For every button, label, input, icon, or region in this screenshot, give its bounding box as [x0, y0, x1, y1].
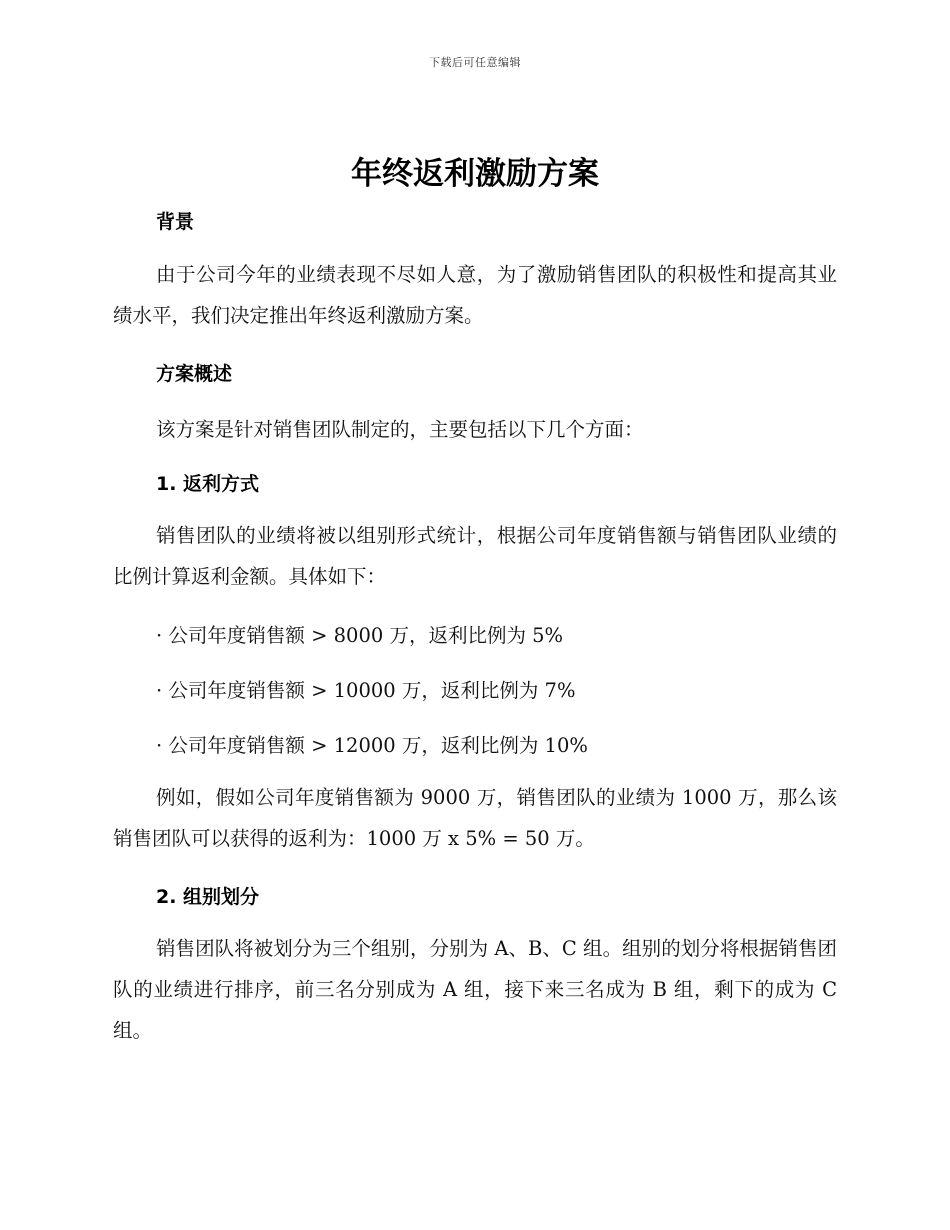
bullet-rebate-tier-1: · 公司年度销售额 > 8000 万，返利比例为 5%: [156, 624, 564, 647]
bullet-rebate-tier-2: · 公司年度销售额 > 10000 万，返利比例为 7%: [156, 679, 576, 702]
paragraph-rebate-example: 例如，假如公司年度销售额为 9000 万，销售团队的业绩为 1000 万，那么该销售团队可以获得的返利为：1000 万 x 5% = 50 万。: [113, 786, 837, 850]
heading-overview: 方案概述: [156, 363, 233, 385]
paragraph-rebate-method: 销售团队的业绩将被以组别形式统计，根据公司年度销售额与销售团队业绩的比例计算返利金额。具体如下：: [113, 524, 837, 588]
paragraph-background: 由于公司今年的业绩表现不尽如人意，为了激励销售团队的积极性和提高其业绩水平，我们决定推出年终返利激励方案。: [113, 263, 837, 327]
paragraph-group-division: 销售团队将被划分为三个组别，分别为 A、B、C 组。组别的划分将根据销售团队的业绩进行排序，前三名分别成为 A 组，接下来三名成为 B 组，剩下的成为 C 组。: [113, 937, 837, 1042]
heading-rebate-method: 1. 返利方式: [156, 473, 260, 495]
document-title: 年终返利激励方案: [351, 156, 599, 192]
paragraph-overview: 该方案是针对销售团队制定的，主要包括以下几个方面：: [156, 418, 644, 441]
bullet-rebate-tier-3: · 公司年度销售额 > 12000 万，返利比例为 10%: [156, 734, 588, 757]
heading-group-division: 2. 组别划分: [156, 886, 260, 908]
heading-background: 背景: [156, 211, 195, 233]
page-header-note: 下载后可任意编辑: [429, 56, 521, 69]
